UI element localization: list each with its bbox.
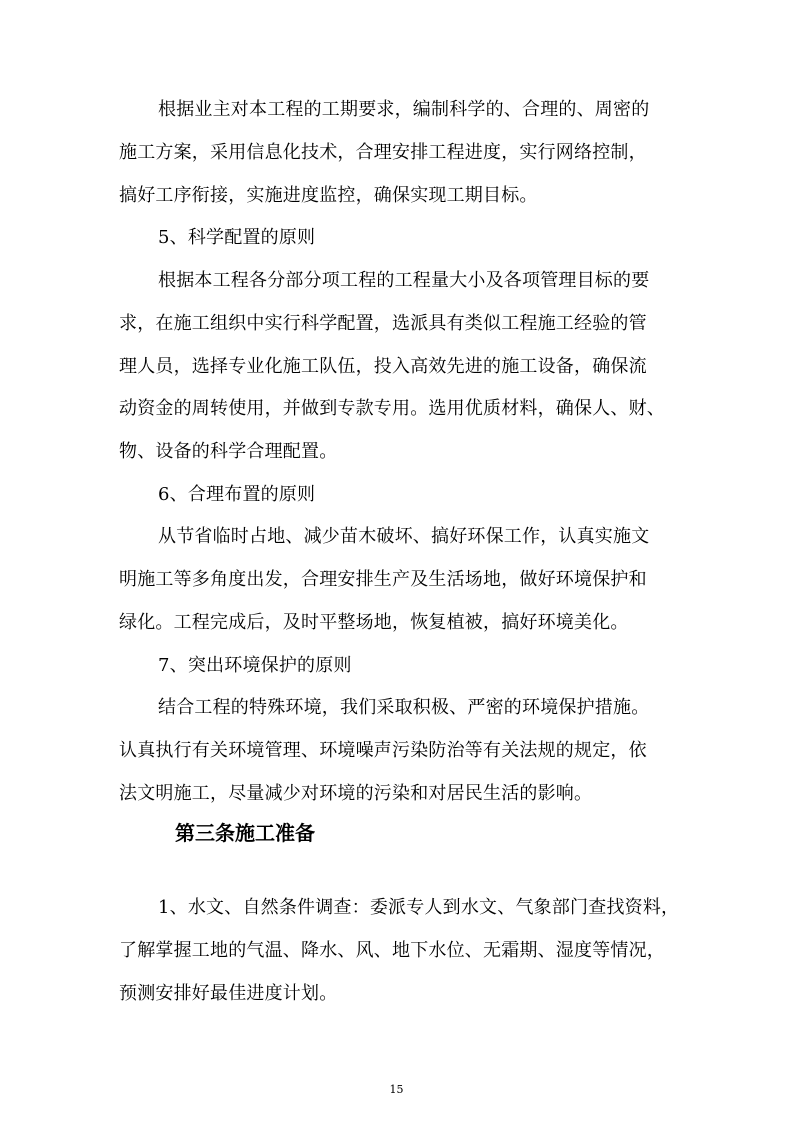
section-heading-6: 6、合理布置的原则 xyxy=(158,484,316,505)
paragraph-line: 理人员，选择专业化施工队伍，投入高效先进的施工设备，确保流 xyxy=(119,356,647,377)
paragraph-line: 搞好工序衔接，实施进度监控，确保实现工期目标。 xyxy=(119,185,538,206)
paragraph-line: 结合工程的特殊环境，我们采取积极、严密的环境保护措施。 xyxy=(158,697,650,718)
paragraph-line: 预测安排好最佳进度计划。 xyxy=(119,983,338,1004)
section-heading-5: 5、科学配置的原则 xyxy=(158,227,316,248)
paragraph-line: 绿化。工程完成后，及时平整场地，恢复植被，搞好环境美化。 xyxy=(119,612,629,633)
paragraph-line: 动资金的周转使用，并做到专款专用。选用优质材料，确保人、财、 xyxy=(119,398,665,419)
paragraph-line: 认真执行有关环境管理、环境噪声污染防治等有关法规的规定，依 xyxy=(119,740,647,761)
page-number: 15 xyxy=(389,1083,404,1096)
paragraph-line: 1、水文、自然条件调查：委派专人到水文、气象部门查找资料， xyxy=(158,897,680,918)
paragraph-line: 从节省临时占地、减少苗木破坏、搞好环保工作，认真实施文 xyxy=(158,526,650,547)
paragraph-line: 明施工等多角度出发，合理安排生产及生活场地，做好环境保护和 xyxy=(119,569,647,590)
paragraph-line: 了解掌握工地的气温、降水、风、地下水位、无霜期、湿度等情况， xyxy=(119,940,665,961)
paragraph-line: 法文明施工，尽量减少对环境的污染和对居民生活的影响。 xyxy=(119,783,593,804)
section-heading-7: 7、突出环境保护的原则 xyxy=(158,655,352,676)
paragraph-line: 求，在施工组织中实行科学配置，选派具有类似工程施工经验的管 xyxy=(119,313,647,334)
paragraph-line: 根据业主对本工程的工期要求，编制科学的、合理的、周密的 xyxy=(158,99,650,120)
paragraph-line: 施工方案，采用信息化技术，合理安排工程进度，实行网络控制， xyxy=(119,142,647,163)
chapter-heading: 第三条施工准备 xyxy=(175,821,315,845)
paragraph-line: 根据本工程各分部分项工程的工程量大小及各项管理目标的要 xyxy=(158,270,650,291)
paragraph-line: 物、设备的科学合理配置。 xyxy=(119,441,338,462)
